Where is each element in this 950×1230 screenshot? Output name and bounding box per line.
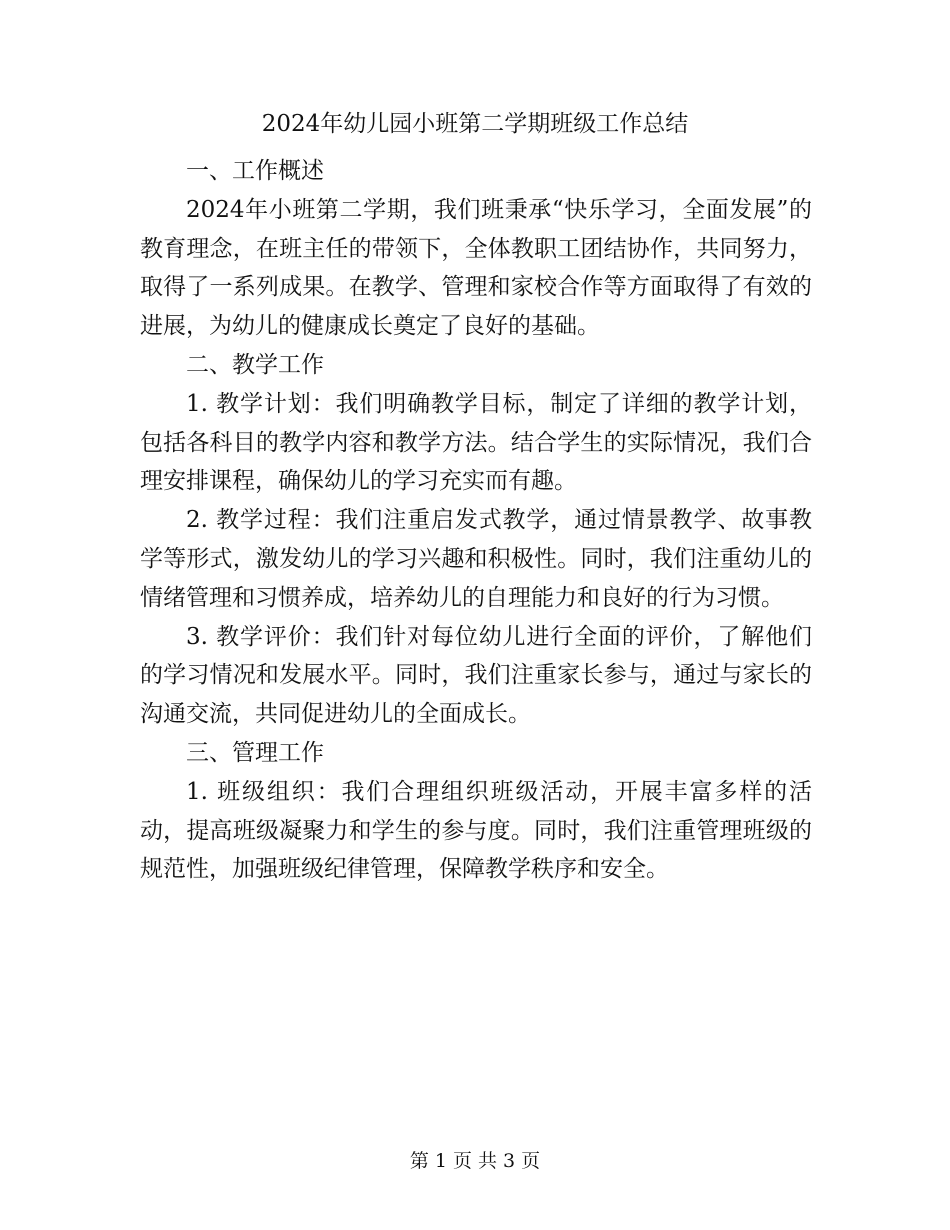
document-body <box>140 152 812 889</box>
section-heading-management: 三、管理工作 <box>186 739 324 766</box>
paragraph-overview: 2024年小班第二学期，我们班秉承“快乐学习，全面发展”的教育理念，在班主任的带领下，全体教职工团结协作，共同努力，取得了一系列成果。在教学、管理和家校合作等方面取得了有效的进展，为幼儿的健康成长奠定了良好的基础。 <box>140 196 812 340</box>
paragraph-teaching-process: 2. 教学过程：我们注重启发式教学，通过情景教学、故事教学等形式，激发幼儿的学习兴趣和积极性。同时，我们注重幼儿的情绪管理和习惯养成，培养幼儿的自理能力和良好的行为习惯。 <box>140 507 812 611</box>
page-number-footer: 第 1 页 共 3 页 <box>409 1150 541 1172</box>
paragraph-class-organization: 1. 班级组织：我们合理组织班级活动，开展丰富多样的活动，提高班级凝聚力和学生的参与度。同时，我们注重管理班级的规范性，加强班级纪律管理，保障教学秩序和安全。 <box>140 778 812 883</box>
paragraph-teaching-plan: 1. 教学计划：我们明确教学目标，制定了详细的教学计划，包括各科目的教学内容和教学方法。结合学生的实际情况，我们合理安排课程，确保幼儿的学习充实而有趣。 <box>140 390 812 495</box>
document-title: 2024年幼儿园小班第二学期班级工作总结 <box>261 111 689 137</box>
section-heading-teaching: 二、教学工作 <box>186 351 324 378</box>
paragraph-teaching-evaluation: 3. 教学评价：我们针对每位幼儿进行全面的评价，了解他们的学习情况和发展水平。同时，我们注重家长参与，通过与家长的沟通交流，共同促进幼儿的全面成长。 <box>140 623 812 728</box>
section-heading-overview: 一、工作概述 <box>186 158 324 184</box>
